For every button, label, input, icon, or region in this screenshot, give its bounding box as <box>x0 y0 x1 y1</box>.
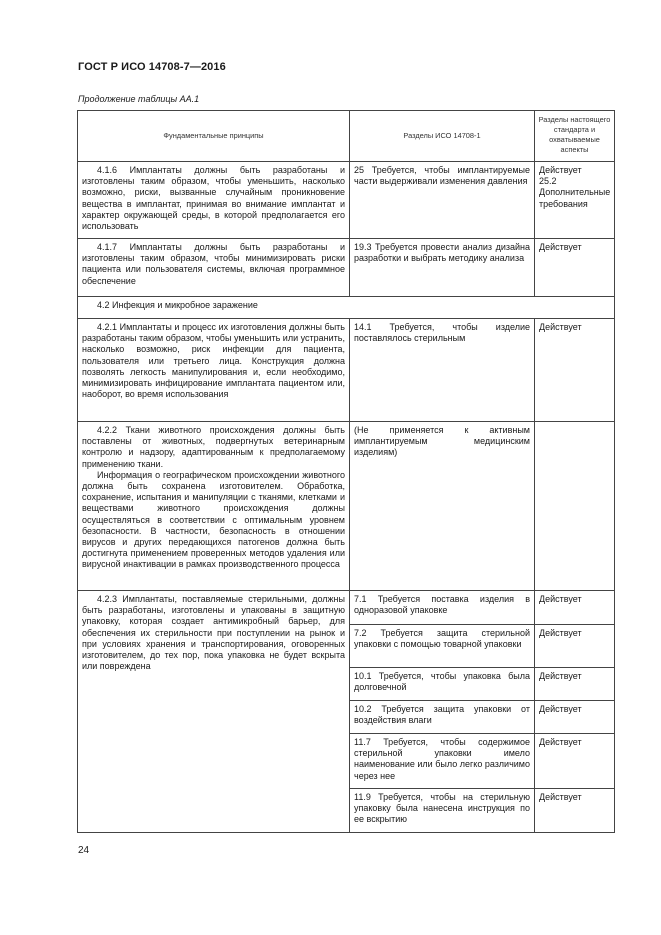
table-header-row <box>78 111 615 162</box>
status-cell: Действует <box>535 789 615 833</box>
iso-section-cell: 14.1 Требуется, чтобы изделие поставлялось стерильным <box>350 319 535 422</box>
table-row <box>78 319 615 422</box>
iso-section-cell: 10.2 Требуется защита упаковки от воздействия влаги <box>350 701 535 734</box>
principle-cell: 4.1.7 Имплантаты должны быть разработаны и изготовлены таким образом, чтобы минимизировать риски пациента или пользователя системы, включая программное обеспечение <box>78 239 350 297</box>
status-cell: Действует <box>535 734 615 789</box>
iso-section-cell: 7.2 Требуется защита стерильной упаковки с помощью товарной упаковки <box>350 625 535 668</box>
principle-cell <box>78 422 350 591</box>
status-text: Действует <box>539 165 582 175</box>
status-cell: Действует <box>535 625 615 668</box>
table-caption: Продолжение таблицы АА.1 <box>78 94 200 104</box>
status-cell: Действует <box>535 668 615 701</box>
header-standard-sections: Разделы настоящего стандарта и охватываемые аспекты <box>535 111 615 162</box>
page-number: 24 <box>78 845 90 856</box>
status-cell: Действует <box>535 591 615 625</box>
principle-cell: 4.2.1 Имплантаты и процесс их изготовления должны быть разработаны таким образом, чтобы уменьшить или устранить, насколько возможно, риск инфекции для пациента, пользователя или третьего лица. Конструкция должна позволять легкость манипулирования и, если необходимо, минимизировать инфицирование имплантата пациентом или, наоборот, во время использования <box>78 319 350 422</box>
group-heading: 4.2 Инфекция и микробное заражение <box>78 297 615 319</box>
iso-section-cell: 11.9 Требуется, чтобы на стерильную упаковку была нанесена инструкция по ее вскрытию <box>350 789 535 833</box>
status-cell: Действует <box>535 701 615 734</box>
principle-cell: 4.2.3 Имплантаты, поставляемые стерильными, должны быть разработаны, изготовлены и упакованы в защитную упаковку, которая создает антимикробный барьер, для обеспечения их стерильности при поступлении на рынок и при условиях хранения и транспортирования, оговоренных изготовителем, до тех пор, пока упаковка не будет вскрыта или повреждена <box>78 591 350 833</box>
table-row <box>78 239 615 297</box>
iso-section-cell: 10.1 Требуется, чтобы упаковка была долговечной <box>350 668 535 701</box>
requirements-table <box>77 110 615 833</box>
table-row <box>78 162 615 239</box>
header-iso-sections: Разделы ИСО 14708-1 <box>350 111 535 162</box>
principle-paragraph: 4.2.2 Ткани животного происхождения должны быть поставлены от животных, подвергнутых ветеринарным контролю и надзору, адаптированным к предполагаемому применению ткани. <box>82 425 345 469</box>
iso-section-cell: (Не применяется к активным имплантируемым медицинским изделиям) <box>350 422 535 591</box>
status-cell <box>535 422 615 591</box>
principle-cell: 4.1.6 Имплантаты должны быть разработаны и изготовлены таким образом, чтобы уменьшить, насколько возможно, риски, вызванные случайным проникновение вещества в имплантат, принимая во внимание имплантат и характер окружающей среды, в которой предполагается его использовать <box>78 162 350 239</box>
iso-section-cell: 25 Требуется, чтобы имплантируемые части выдерживали изменения давления <box>350 162 535 239</box>
principle-paragraph: Информация о географическом происхождении животного должна быть сохранена изготовителем. Обработка, сохранение, испытания и манипуляции с тканями, клетками и веществами животного происхождения должны осуществляться в соответствии с оптимальным уровнем безопасности. В частности, безопасность в отношении вирусов и других передающихся патогенов должна быть достигнута применением проверенных методов удаления или вирусной инактивации в рамках производственного процесса <box>82 469 345 570</box>
table-row <box>78 422 615 591</box>
document-title: ГОСТ Р ИСО 14708-7—2016 <box>78 61 226 73</box>
iso-section-cell: 7.1 Требуется поставка изделия в одноразовой упаковке <box>350 591 535 625</box>
iso-section-cell: 11.7 Требуется, чтобы содержимое стерильной упаковки имело наименование или было легко различимо через нее <box>350 734 535 789</box>
status-extra-text: 25.2 Дополнительные требования <box>539 176 611 209</box>
header-principles: Фундаментальные принципы <box>78 111 350 162</box>
status-cell <box>535 162 615 239</box>
group-heading-row <box>78 297 615 319</box>
table-row <box>78 591 615 625</box>
status-cell: Действует <box>535 239 615 297</box>
status-cell: Действует <box>535 319 615 422</box>
iso-section-cell: 19.3 Требуется провести анализ дизайна разработки и выбрать методику анализа <box>350 239 535 297</box>
